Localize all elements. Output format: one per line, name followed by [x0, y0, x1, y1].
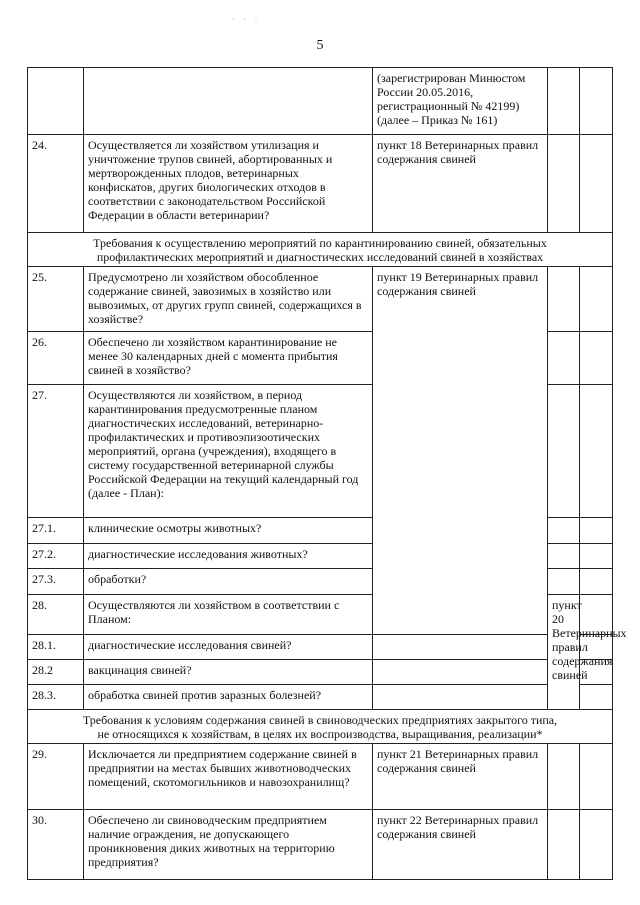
row-number: 26. [28, 332, 84, 385]
row-number: 28.2 [28, 660, 84, 685]
row-question: Обеспечено ли хозяйством карантинирование не менее 30 календарных дней с момента прибытия свиней в хозяйство? [84, 332, 373, 385]
answer-cell [548, 544, 580, 569]
row-question: вакцинация свиней? [84, 660, 373, 685]
row-question: клинические осмотры животных? [84, 518, 373, 544]
answer-cell [548, 267, 580, 332]
answer-cell [373, 660, 548, 685]
note-cell [580, 569, 613, 595]
row-question: Предусмотрено ли хозяйством обособленное содержание свиней, завозимых в хозяйство или вывозимых, от других групп свиней, содержащихся в хозяйстве? [84, 267, 373, 332]
section-heading: Требования к условиям содержания свиней в свиноводческих предприятиях закрытого типа, не относящихся к хозяйствам, в целях их воспроизводства, выращивания, реализации* [28, 710, 613, 744]
page-number: 5 [316, 38, 324, 53]
row-number: 27.1. [28, 518, 84, 544]
row-number: 30. [28, 810, 84, 880]
row-reference: пункт 19 Ветеринарных правил содержания свиней [373, 267, 548, 635]
row-number: 29. [28, 744, 84, 810]
row-question: обработки? [84, 569, 373, 595]
section-heading: Требования к осуществлению мероприятий по карантинированию свиней, обязательных профилактических мероприятий и диагностических исследований свиней в хозяйствах [28, 233, 613, 267]
row-reference: (зарегистрирован Минюстом России 20.05.2016, регистрационный № 42199) (далее – Приказ № 161) [373, 68, 548, 135]
table-row [28, 68, 613, 135]
note-cell [580, 135, 613, 233]
row-question: Обеспечено ли свиноводческим предприятием наличие ограждения, не допускающего проникновения диких животных на территорию предприятия? [84, 810, 373, 880]
table-row [28, 744, 613, 810]
table-row [28, 635, 613, 660]
note-cell [580, 544, 613, 569]
row-question: Исключается ли предприятием содержание свиней в предприятии на местах бывших животноводческих помещений, скотомогильников и навозохранилищ? [84, 744, 373, 810]
row-reference: пункт 18 Ветеринарных правил содержания свиней [373, 135, 548, 233]
note-cell [580, 685, 613, 710]
table-row [28, 810, 613, 880]
row-number: 25. [28, 267, 84, 332]
checklist-table [27, 67, 627, 880]
row-number [28, 68, 84, 135]
row-number: 27.3. [28, 569, 84, 595]
answer-cell [548, 569, 580, 595]
table-row [28, 267, 613, 332]
row-question: Осуществляются ли хозяйством, в период карантинирования предусмотренные планом диагностических исследований, ветеринарно-профилактических и противоэпизоотических мероприятий, органа (учреждения), входящего в систему государственной ветеринарной службы Российской Федерации на текущий календарный год (далее - План): [84, 385, 373, 518]
row-number: 28.1. [28, 635, 84, 660]
row-question: диагностические исследования свиней? [84, 635, 373, 660]
table-row [28, 660, 613, 685]
note-cell [580, 68, 613, 135]
row-reference: пункт 22 Ветеринарных правил содержания свиней [373, 810, 548, 880]
section-header-row [28, 233, 613, 267]
row-number: 28. [28, 595, 84, 635]
row-question: Осуществляются ли хозяйством в соответствии с Планом: [84, 595, 373, 635]
note-cell [580, 518, 613, 544]
answer-cell [548, 518, 580, 544]
row-number: 27.2. [28, 544, 84, 569]
row-question: диагностические исследования животных? [84, 544, 373, 569]
scan-artifact: · · · [232, 14, 261, 24]
row-number: 24. [28, 135, 84, 233]
row-number: 28.3. [28, 685, 84, 710]
row-reference: пункт 20 Ветеринарных правил содержания свиней [548, 595, 580, 710]
table-row [28, 685, 613, 710]
answer-cell [548, 135, 580, 233]
note-cell [580, 810, 613, 880]
answer-cell [548, 68, 580, 135]
answer-cell [373, 685, 548, 710]
note-cell [580, 385, 613, 518]
answer-cell [548, 332, 580, 385]
answer-cell [373, 635, 548, 660]
row-question [84, 68, 373, 135]
row-number: 27. [28, 385, 84, 518]
row-reference: пункт 21 Ветеринарных правил содержания свиней [373, 744, 548, 810]
section-header-row [28, 710, 613, 744]
note-cell [580, 267, 613, 332]
table-row [28, 135, 613, 233]
answer-cell [548, 385, 580, 518]
row-question: Осуществляется ли хозяйством утилизация и уничтожение трупов свиней, абортированных и мертворожденных плодов, ветеринарных конфискатов, других биологических отходов в соответствии с законодательством Российской Федерации в области ветеринарии? [84, 135, 373, 233]
note-cell [580, 332, 613, 385]
answer-cell [548, 744, 580, 810]
row-question: обработка свиней против заразных болезней? [84, 685, 373, 710]
note-cell [580, 744, 613, 810]
answer-cell [548, 810, 580, 880]
